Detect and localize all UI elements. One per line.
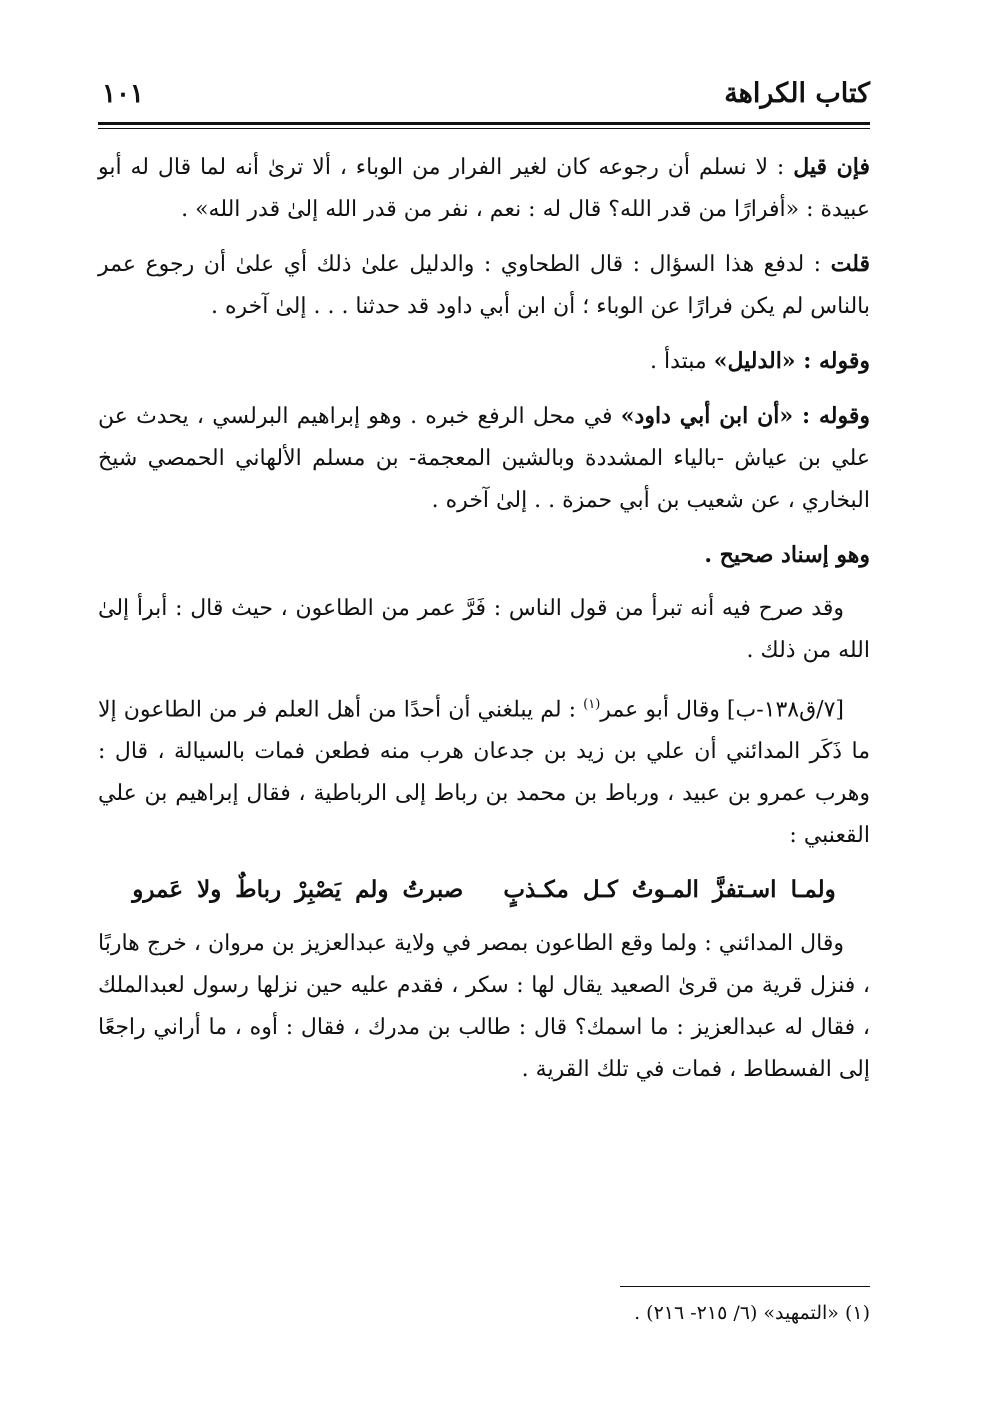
header-rule-thick bbox=[98, 122, 870, 125]
paragraph-4-lead: وقوله : «أن ابن أبي داود» bbox=[620, 403, 871, 429]
paragraph-2-lead: قلت bbox=[830, 251, 870, 277]
paragraph-8: وقال المدائني : ولما وقع الطاعون بمصر في ولاية عبدالعزيز بن مروان ، خرج هاربًا ، فنزل قرية من قرىٰ الصعيد يقال لها : سكر ، فقدم عليه حين نزلها رسول لعبدالملك ، فقال له عبدالعزيز : ما اسمك؟ قال : طالب بن مدرك ، فقال : أوه ، ما أراني راجعًا إلى الفسطاط ، فمات في تلك القرية . bbox=[98, 931, 870, 1083]
paragraph-4-text: في محل الرفع خبره . وهو إبراهيم البرلسي ، يحدث عن علي بن عياش -بالياء المشددة وبالشين المعجمة- بن مسلم الألهاني الحمصي شيخ البخاري ، عن شعيب بن أبي حمزة . . إلىٰ آخره . bbox=[98, 404, 870, 513]
manuscript-ref: [٧/ق١٣٨-ب] bbox=[726, 697, 845, 723]
paragraph-4 bbox=[98, 395, 870, 522]
paragraph-7-text-b: : لم يبلغني أن أحدًا من أهل العلم فر من الطاعون إلا ما ذَكَر المدائني أن علي بن زيد بن جدعان هرب منه فطعن فمات بالسيالة ، قال : وهرب عمرو بن عبيد ، ورباط بن محمد بن رباط إلى الرباطية ، فقال إبراهيم بن علي القعنبي : bbox=[98, 697, 870, 849]
paragraph-3 bbox=[98, 340, 870, 383]
paragraph-1-text: : لا نسلم أن رجوعه كان لغير الفرار من الوباء ، ألا ترىٰ أنه لما قال له أبو عبيدة : «أفرارًا من قدر الله؟ قال له : نعم ، نفر من قدر الله إلىٰ قدر الله» . bbox=[98, 155, 870, 222]
paragraph-1 bbox=[98, 146, 870, 231]
page-number: ١٠١ bbox=[102, 79, 144, 109]
verse-second-hemistich: صبرتُ ولم يَصْبِرْ رباطٌ ولا عَمرو bbox=[132, 876, 464, 904]
page-header bbox=[98, 74, 870, 120]
paragraph-5: وهو إسناد صحيح . bbox=[704, 542, 870, 568]
paragraph-6: وقد صرح فيه أنه تبرأ من قول الناس : فَرَّ عمر من الطاعون ، حيث قال : أبرأ إلىٰ الله من ذلك . bbox=[98, 596, 870, 663]
paragraph-1-lead: فإن قيل bbox=[793, 154, 870, 180]
paragraph-2-text: : لدفع هذا السؤال : قال الطحاوي : والدليل علىٰ ذلك أي علىٰ أن رجوع عمر بالناس لم يكن فرارًا عن الوباء ؛ أن ابن أبي داود قد حدثنا . . . إلىٰ آخره . bbox=[98, 252, 870, 319]
paragraph-7-text-a: وقال أبو عمر bbox=[600, 697, 720, 723]
paragraph-3-lead: وقوله : «الدليل» bbox=[713, 348, 870, 374]
footnote: (١) «التمهيد» (٦/ ٢١٥- ٢١٦) . bbox=[634, 1302, 870, 1324]
poetry-verse bbox=[98, 869, 870, 911]
running-title: كتاب الكراهة bbox=[724, 78, 870, 109]
paragraph-3-text: مبتدأ . bbox=[649, 349, 707, 374]
paragraph-2 bbox=[98, 243, 870, 328]
footnote-marker[interactable]: (١) bbox=[583, 697, 601, 712]
footnote-separator bbox=[620, 1286, 870, 1287]
paragraph-7 bbox=[98, 684, 870, 857]
main-text bbox=[98, 146, 870, 1103]
header-rule-thin bbox=[98, 128, 870, 129]
verse-first-hemistich: ولمـا اسـتفزَّ المـوتُ كـل مكـذبٍ bbox=[503, 876, 836, 904]
